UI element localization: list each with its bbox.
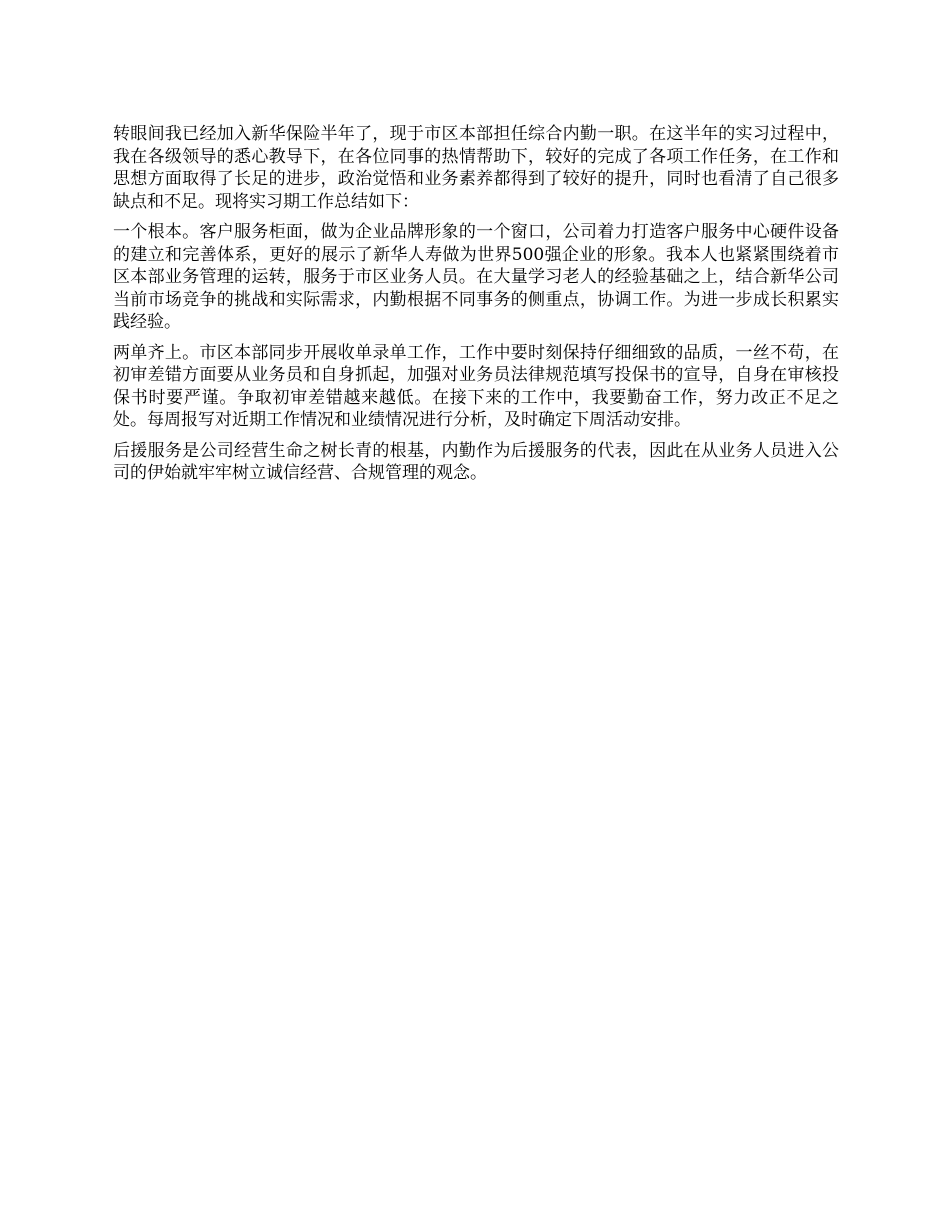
document-body — [113, 123, 839, 493]
paragraph-intro: 转眼间我已经加入新华保险半年了，现于市区本部担任综合内勤一职。在这半年的实习过程中，我在各级领导的悉心教导下，在各位同事的热情帮助下，较好的完成了各项工作任务，在工作和思想方面取得了长足的进步，政治觉悟和业务素养都得到了较好的提升，同时也看清了自己很多缺点和不足。现将实习期工作总结如下： — [113, 124, 839, 212]
paragraph-one-foundation: 一个根本。客户服务柜面，做为企业品牌形象的一个窗口，公司着力打造客户服务中心硬件设备的建立和完善体系，更好的展示了新华人寿做为世界500强企业的形象。我本人也紧紧围绕着市区本部业务管理的运转，服务于市区业务人员。在大量学习老人的经验基础之上，结合新华公司当前市场竞争的挑战和实际需求，内勤根据不同事务的侧重点，协调工作。为进一步成长积累实践经验。 — [113, 222, 839, 332]
paragraph-backend-service: 后援服务是公司经营生命之树长青的根基，内勤作为后援服务的代表，因此在从业务人员进入公司的伊始就牢牢树立诚信经营、合规管理的观念。 — [113, 440, 839, 483]
paragraph-two-orders: 两单齐上。市区本部同步开展收单录单工作，工作中要时刻保持仔细细致的品质，一丝不苟，在初审差错方面要从业务员和自身抓起，加强对业务员法律规范填写投保书的宣导，自身在审核投保书时要严谨。争取初审差错越来越低。在接下来的工作中，我要勤奋工作，努力改正不足之处。每周报写对近期工作情况和业绩情况进行分析，及时确定下周活动安排。 — [113, 342, 839, 430]
